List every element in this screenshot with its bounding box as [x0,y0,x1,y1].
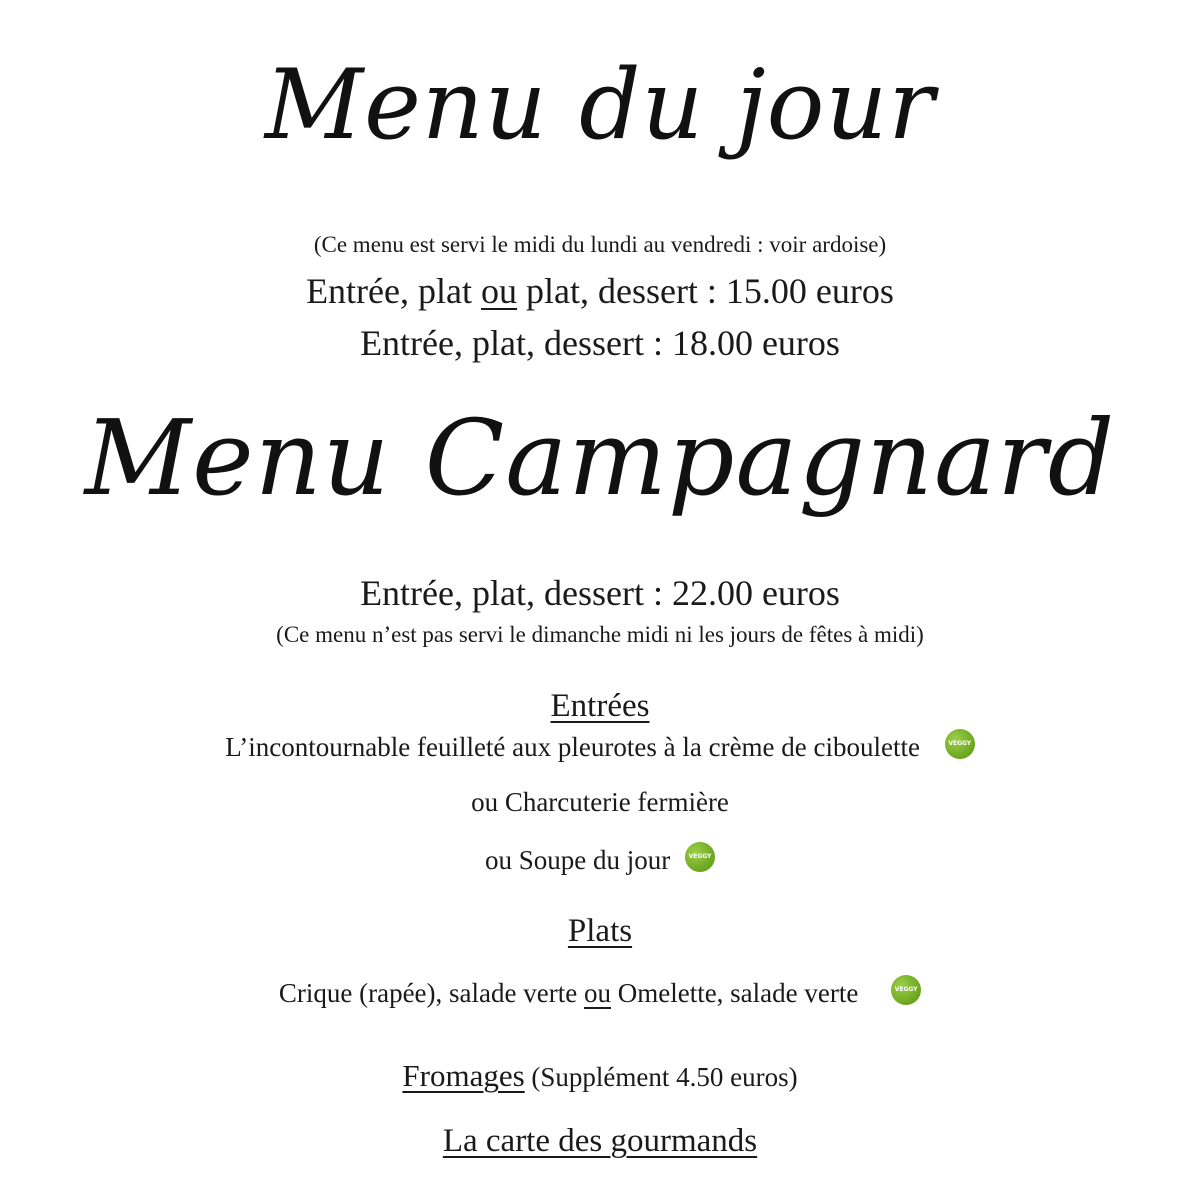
menu-du-jour-option-2: Entrée, plat, dessert : 18.00 euros [360,323,840,363]
plat-item-connector: ou [583,978,611,1008]
plat-item-part-b: Omelette, salade verte [610,978,859,1008]
menu-du-jour-option-1 [0,268,1200,314]
plats-heading-text: Plats [567,913,633,949]
plat-item-part-a: Crique (rapée), salade verte [278,978,584,1008]
menu-du-jour-note: (Ce menu est servi le midi du lundi au vendredi : voir ardoise) [313,232,887,257]
entree-item-1 [0,729,1200,765]
entree-item-2 [0,784,1200,820]
carte-des-gourmands [0,1120,1200,1162]
option-1-connector: ou [480,271,517,311]
plat-item [0,975,1200,1011]
entrees-heading-text: Entrées [550,688,650,724]
menu-du-jour-title: Menu du jour [264,49,936,161]
fromages-line [0,1058,1200,1095]
option-1-part-a: Entrée, plat [306,271,481,311]
veggy-badge-icon: VEGGY [891,975,921,1005]
veggy-badge-icon: VEGGY [685,842,715,872]
entree-item-3 [0,842,1200,878]
veggy-badge-icon: VEGGY [945,729,975,759]
menu-campagnard-title: Menu Campagnard [84,397,1116,519]
menu-campagnard-price: Entrée, plat, dessert : 22.00 euros [360,573,840,613]
entree-item-3-text: ou Soupe du jour [485,845,671,875]
entree-item-2-text: ou Charcuterie fermière [471,787,729,817]
fromages-supplement: (Supplément 4.50 euros) [524,1062,798,1092]
plats-heading [0,910,1200,952]
carte-des-gourmands-link[interactable]: La carte des gourmands [442,1123,758,1159]
menu-campagnard-note: (Ce menu n’est pas servi le dimanche midi ni les jours de fêtes à midi) [276,622,924,647]
fromages-heading: Fromages [402,1058,525,1093]
option-1-part-b: plat, dessert : 15.00 euros [516,271,894,311]
entree-item-1-text: L’incontournable feuilleté aux pleurotes à la crème de ciboulette [225,732,920,762]
entrees-heading [0,685,1200,727]
